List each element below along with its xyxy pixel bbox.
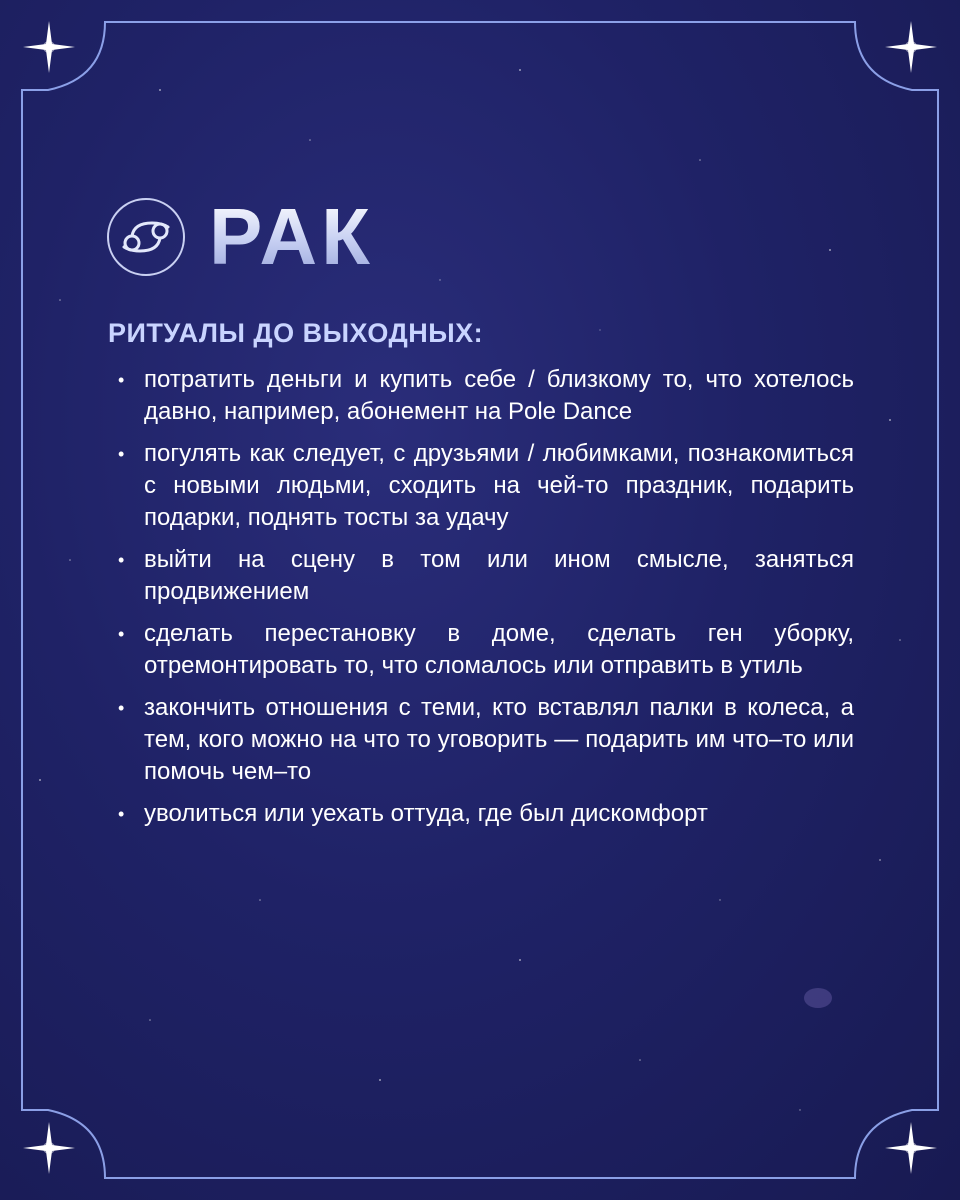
page-title: РАК	[209, 192, 374, 281]
list-item: • уволиться или уехать оттуда, где был дискомфорт	[118, 798, 854, 830]
cancer-zodiac-icon	[107, 198, 185, 276]
sparkle-star-icon	[881, 17, 941, 77]
list-item: • сделать перестановку в доме, сделать ген уборку, отремонтировать то, что сломалось или отправить в утиль	[118, 618, 854, 682]
list-item: • закончить отношения с теми, кто вставлял палки в колеса, а тем, кого можно на что то уговорить — подарить им что–то или помочь чем–то	[118, 692, 854, 788]
section-subtitle: РИТУАЛЫ ДО ВЫХОДНЫХ:	[108, 318, 484, 348]
sparkle-star-icon	[881, 1118, 941, 1178]
sparkle-star-icon	[19, 1118, 79, 1178]
sparkle-star-icon	[19, 17, 79, 77]
list-item: • выйти на сцену в том или ином смысле, заняться продвижением	[118, 544, 854, 608]
rituals-list	[118, 364, 854, 840]
list-item: • погулять как следует, с друзьями / любимками, познакомиться с новыми людьми, сходить на чей-то праздник, подарить подарки, поднять тосты за удачу	[118, 438, 854, 534]
title-row	[107, 192, 374, 281]
list-item: • потратить деньги и купить себе / близкому то, что хотелось давно, например, абонемент на Pole Dance	[118, 364, 854, 428]
